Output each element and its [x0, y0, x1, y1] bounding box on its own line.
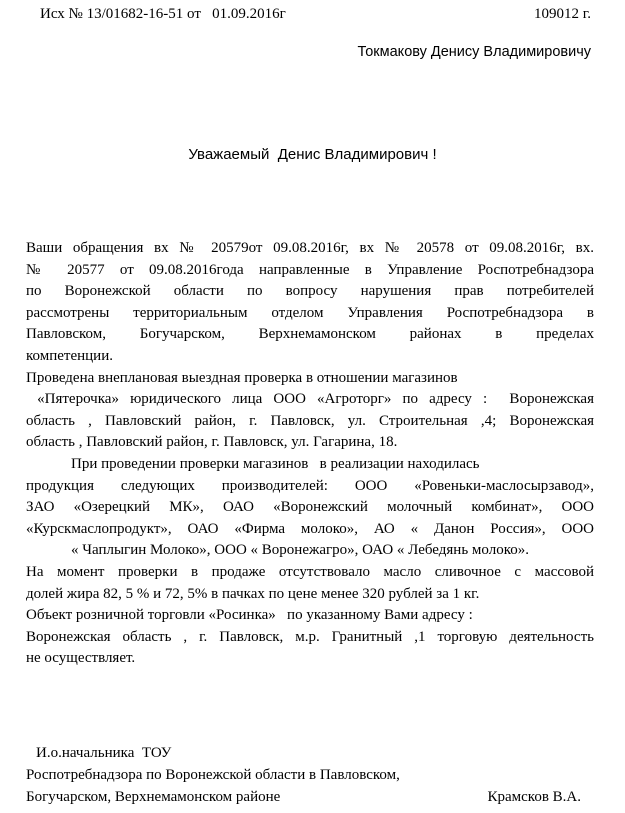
body-line: « Чаплыгин Молоко», ООО « Воронежагро», ОАО « Лебедянь молоко».: [26, 542, 529, 559]
body-line: Воронежская область , г. Павловск, м.р. Гранитный ,1 торговую деятельность: [26, 628, 594, 645]
body-line: ЗАО «Озерецкий МК», ОАО «Воронежский молочный комбинат», ООО: [26, 499, 594, 516]
body-line: не осуществляет.: [26, 650, 136, 667]
body-line: «Курскмаслопродукт», ОАО «Фирма молоко», АО « Данон Россия», ООО: [26, 520, 594, 537]
body-line: Проведена внеплановая выездная проверка в отношении магазинов: [26, 369, 458, 386]
addressee: Токмакову Денису Владимировичу: [357, 44, 591, 60]
body-line: На момент проверки в продаже отсутствовало масло сливочное с массовой: [26, 563, 594, 580]
greeting: Уважаемый Денис Владимирович !: [188, 146, 437, 163]
body-line: область , Павловский район, г. Павловск, ул. Гагарина, 18.: [26, 434, 398, 451]
body-line: область , Павловский район, г. Павловск, ул. Строительная ,4; Воронежская: [26, 412, 594, 429]
body-line: рассмотрены территориальным отделом Управления Роспотребнадзора в: [26, 304, 594, 321]
body-line: Ваши обращения вх № 20579от 09.08.2016г, вх № 20578 от 09.08.2016г, вх.: [26, 240, 594, 256]
outgoing-reference: Исх № 13/01682-16-51 от 01.09.2016г: [40, 6, 286, 22]
postal-code: 109012 г.: [534, 6, 591, 22]
signatory-department: Роспотребнадзора по Воронежской области в Павловском,: [26, 767, 400, 783]
body-line: долей жира 82, 5 % и 72, 5% в пачках по цене менее 320 рублей за 1 кг.: [26, 585, 480, 602]
letter-body: [26, 238, 594, 670]
body-line: Павловском, Богучарском, Верхнемамонском районах в пределах: [26, 326, 594, 343]
body-line: продукция следующих производителей: ООО «Ровеньки-маслосырзавод»,: [26, 477, 594, 494]
body-line: № 20577 от 09.08.2016года направленные в Управление Роспотребнадзора: [26, 261, 594, 278]
body-line: «Пятерочка» юридического лица ООО «Агроторг» по адресу : Воронежская: [26, 391, 594, 408]
signatory-district: Богучарском, Верхнемамонском районе: [26, 789, 281, 805]
body-line: компетенции.: [26, 347, 113, 364]
body-line: При проведении проверки магазинов в реализации находилась: [26, 455, 480, 472]
signatory-name: Крамсков В.А.: [487, 789, 581, 805]
body-line: по Воронежской области по вопросу нарушения прав потребителей: [26, 283, 594, 300]
body-line: Объект розничной торговли «Росинка» по указанному Вами адресу :: [26, 607, 473, 624]
signatory-title: И.о.начальника ТОУ: [36, 745, 172, 761]
